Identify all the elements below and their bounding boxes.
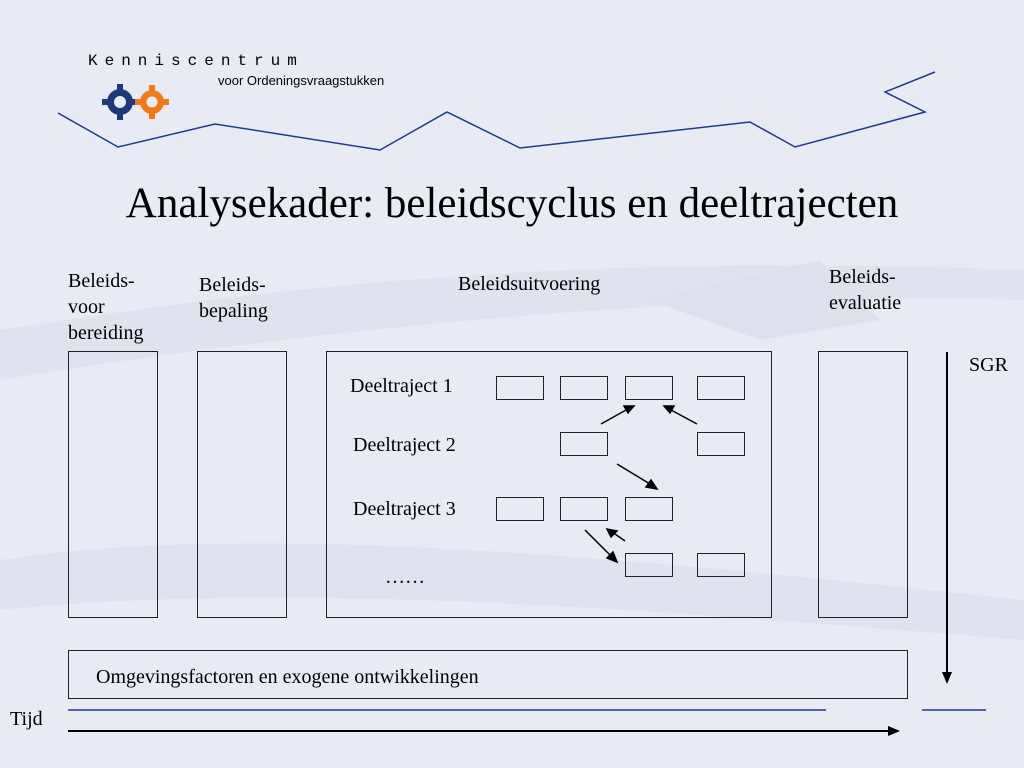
header-wave-line (58, 72, 935, 150)
environment-box (68, 650, 908, 699)
track2-step-box (697, 432, 745, 456)
phase-line: bereiding (68, 322, 144, 344)
track-label-2: Deeltraject 2 (353, 434, 456, 456)
phase-line: Beleids- (829, 266, 896, 288)
track3-step-box (625, 497, 673, 521)
phase-box-voorbereiding (68, 351, 158, 618)
phase-header-bepaling (199, 272, 268, 324)
phase-line: evaluatie (829, 292, 902, 314)
track-label-1: Deeltraject 1 (350, 375, 453, 397)
phase-header-evaluatie (829, 264, 901, 316)
track1-step-box (697, 376, 745, 400)
track1-step-box (560, 376, 608, 400)
phase-header-voorbereiding (68, 268, 144, 346)
logo-name: Kenniscentrum (88, 52, 304, 70)
track3-step-box (496, 497, 544, 521)
phase-box-evaluatie (818, 351, 908, 618)
logo-subtitle: voor Ordeningsvraagstukken (218, 73, 385, 88)
environment-label: Omgevingsfactoren en exogene ontwikkelingen (96, 666, 479, 688)
phase-box-bepaling (197, 351, 287, 618)
track-label-3: Deeltraject 3 (353, 498, 456, 520)
phase-line: Beleids- (199, 274, 266, 296)
gears-logo-icon (100, 82, 178, 122)
track4-step-box (625, 553, 673, 577)
phase-header-uitvoering: Beleidsuitvoering (458, 273, 601, 295)
track3-step-box (560, 497, 608, 521)
track4-step-box (697, 553, 745, 577)
phase-line: bepaling (199, 300, 268, 322)
phase-line: voor (68, 296, 105, 318)
track2-step-box (560, 432, 608, 456)
track1-step-box (625, 376, 673, 400)
phase-line: Beleids- (68, 270, 135, 292)
track-label-more: …… (385, 566, 425, 588)
sgr-label: SGR (969, 354, 1008, 376)
track1-step-box (496, 376, 544, 400)
time-label: Tijd (10, 708, 43, 730)
page-title: Analysekader: beleidscyclus en deeltrajecten (125, 180, 899, 227)
